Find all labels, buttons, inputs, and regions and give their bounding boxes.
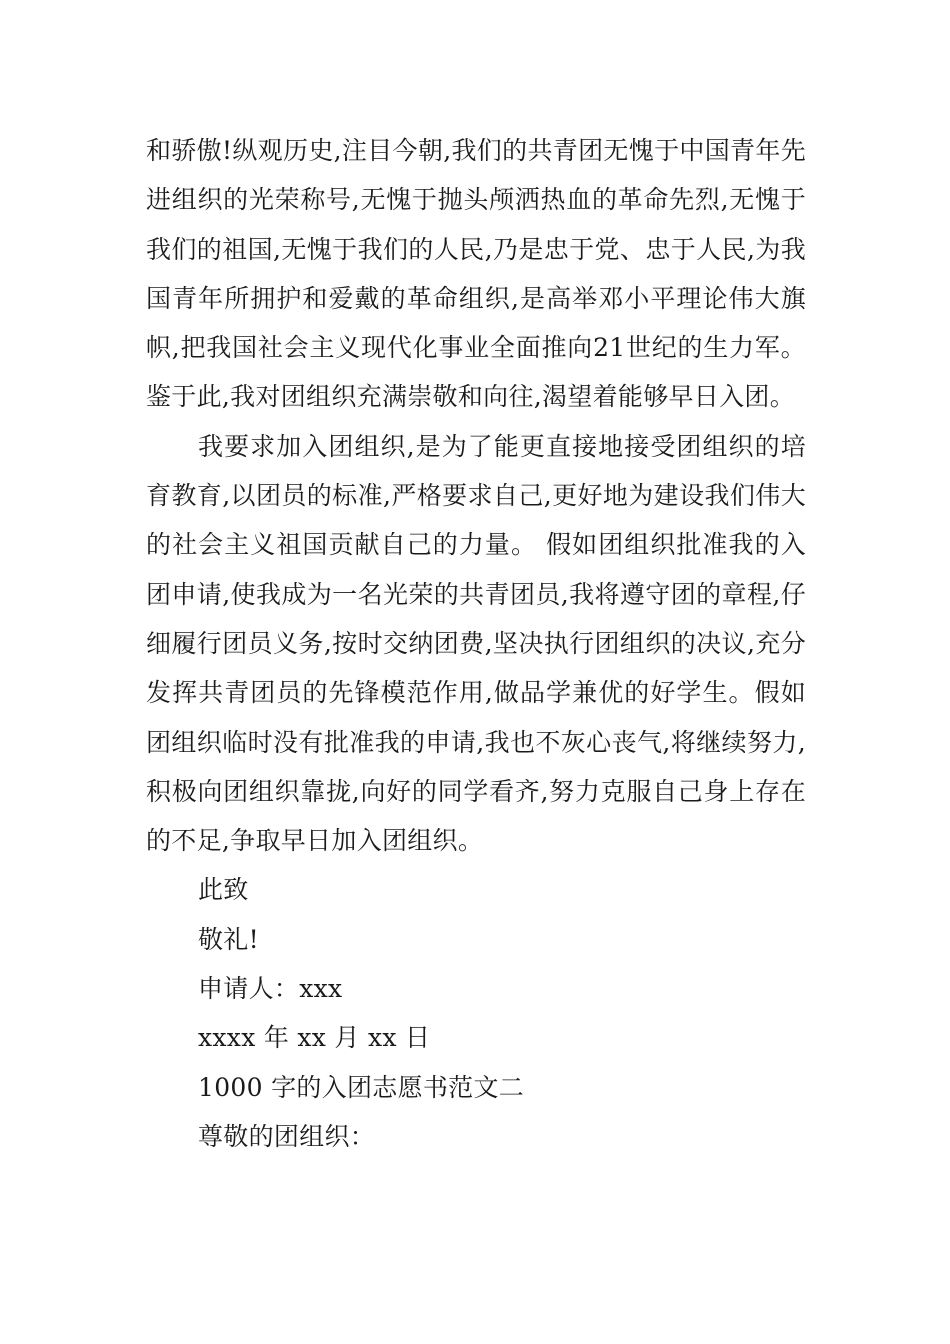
paragraph-continuation: 和骄傲!纵观历史,注目今朝,我们的共青团无愧于中国青年先进组织的光荣称号,无愧于抛头颅洒热血的革命先烈,无愧于我们的祖国,无愧于我们的人民,乃是忠于党、忠于人民,为我国青年所拥护和爱戴的革命组织,是高举邓小平理论伟大旗帜,把我国社会主义现代化事业全面推向21世纪的生力军。鉴于此,我对团组织充满崇敬和向往,渴望着能够早日入团。 (146, 136, 806, 412)
date-line: xxxx 年 xx 月 xx 日 (198, 1023, 431, 1053)
closing-line: 此致 (198, 875, 249, 905)
next-section-title: 1000 字的入团志愿书范文二 (198, 1072, 525, 1102)
salute-line: 敬礼! (198, 924, 259, 954)
document-body (146, 126, 806, 1161)
next-section-greeting: 尊敬的团组织： (198, 1121, 376, 1151)
paragraph-request: 我要求加入团组织,是为了能更直接地接受团组织的培育教育,以团员的标准,严格要求自己,更好地为建设我们伟大的社会主义祖国贡献自己的力量。 假如团组织批准我的入团申请,使我成为一名光荣的共青团员,我将遵守团的章程,仔细履行团员义务,按时交纳团费,坚决执行团组织的决议,充分发挥共青团员的先锋模范作用,做品学兼优的好学生。假如团组织临时没有批准我的申请,我也不灰心丧气,将继续努力,积极向团组织靠拢,向好的同学看齐,努力克服自己身上存在的不足,争取早日加入团组织。 (146, 431, 806, 856)
applicant-line: 申请人：xxx (198, 974, 343, 1004)
